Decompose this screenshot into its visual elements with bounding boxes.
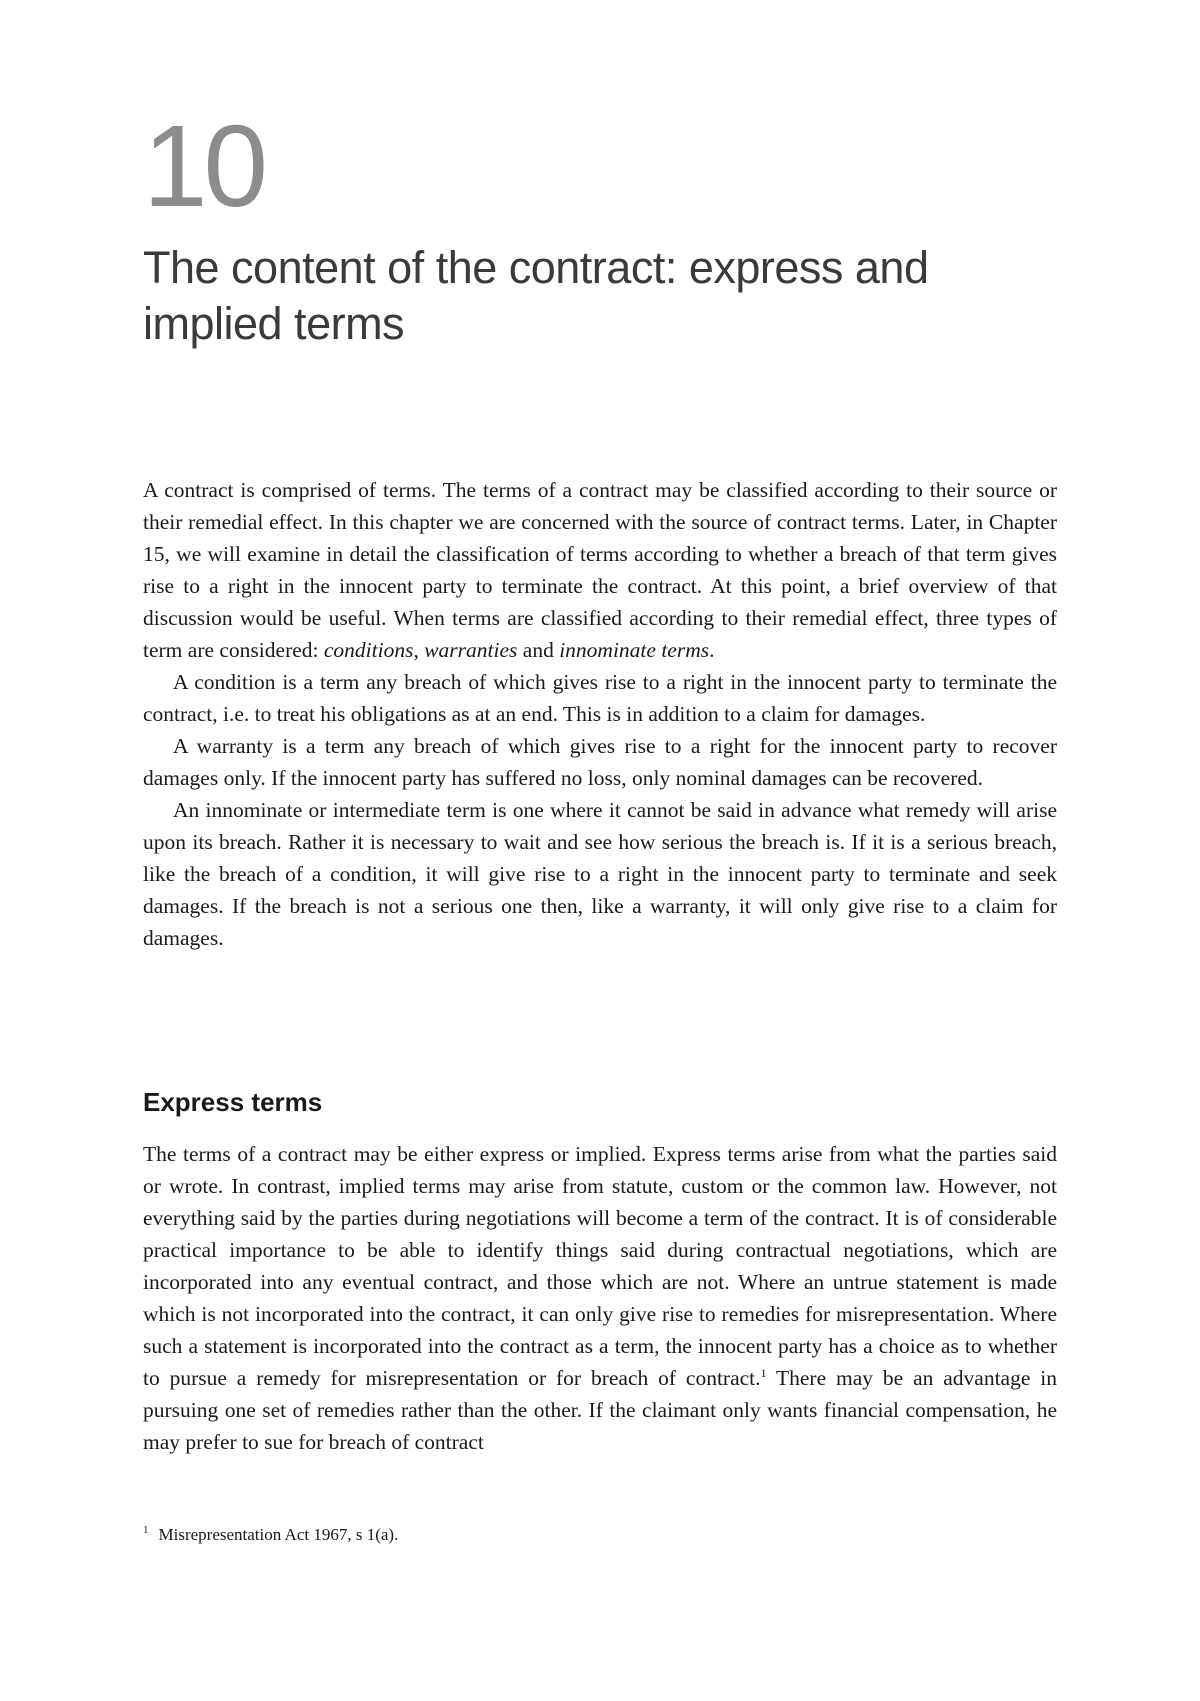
footnote-mark: 1 bbox=[143, 1524, 149, 1537]
footnote-text: Misrepresentation Act 1967, s 1(a). bbox=[158, 1525, 399, 1544]
footnote bbox=[143, 1524, 1057, 1546]
footnote-reference[interactable]: 1 bbox=[760, 1365, 767, 1380]
intro-paragraph-warranty: A warranty is a term any breach of which gives rise to a right for the innocent party to recover damages only. If the innocent party has suffered no loss, only nominal damages can be recovered. bbox=[143, 734, 1057, 790]
chapter-title: The content of the contract: express and implied terms bbox=[143, 242, 929, 349]
term-innominate: innominate terms bbox=[559, 638, 710, 662]
term-warranties: warranties bbox=[424, 638, 518, 662]
intro-p1-and: and bbox=[517, 638, 560, 662]
intro-paragraph-1 bbox=[143, 474, 1057, 666]
section-heading-express-terms: Express terms bbox=[143, 1087, 323, 1117]
term-conditions: conditions bbox=[323, 638, 414, 662]
intro-p1-sep: , bbox=[413, 638, 425, 662]
express-terms-paragraph bbox=[143, 1138, 1057, 1458]
intro-p1-text: A contract is comprised of terms. The terms of a contract may be classified according to their source or their remedial effect. In this chapter we are concerned with the source of contract terms. Later, in Chapter 15, we will examine in detail the classification of terms according to whether a breach of that term gives rise to a right in the innocent party to terminate the contract. At this point, a brief overview of that discussion would be useful. When terms are classified according to their remedial effect, three types of term are considered: bbox=[143, 478, 1057, 662]
intro-section bbox=[143, 474, 1057, 954]
chapter-number: 10 bbox=[143, 101, 265, 231]
express-terms-section bbox=[143, 1138, 1057, 1458]
intro-p1-end: . bbox=[709, 638, 715, 662]
intro-paragraph-condition: A condition is a term any breach of which gives rise to a right in the innocent party to terminate the contract, i.e. to treat his obligations as at an end. This is in addition to a claim for damages. bbox=[143, 670, 1057, 726]
express-p1-before: The terms of a contract may be either express or implied. Express terms arise from what the parties said or wrote. In contrast, implied terms may arise from statute, custom or the common law. However, not everything said by the parties during negotiations will become a term of the contract. It is of considerable practical importance to be able to identify things said during contractual negotiations, which are incorporated into any eventual contract, and those which are not. Where an untrue statement is made which is not incorporated into the contract, it can only give rise to remedies for misrepresentation. Where such a statement is incorporated into the contract as a term, the innocent party has a choice as to whether to pursue a remedy for misrepresentation or for breach of contract. bbox=[143, 1142, 1057, 1390]
intro-paragraph-innominate: An innominate or intermediate term is one where it cannot be said in advance what remedy will arise upon its breach. Rather it is necessary to wait and see how serious the breach is. If it is a serious breach, like the breach of a condition, it will give rise to a right in the innocent party to terminate and seek damages. If the breach is not a serious one then, like a warranty, it will only give rise to a claim for damages. bbox=[143, 798, 1057, 950]
express-p1-after: There may be an advantage in pursuing one set of remedies rather than the other. If the claimant only wants financial compensation, he may prefer to sue for breach of contract bbox=[143, 1366, 1057, 1454]
